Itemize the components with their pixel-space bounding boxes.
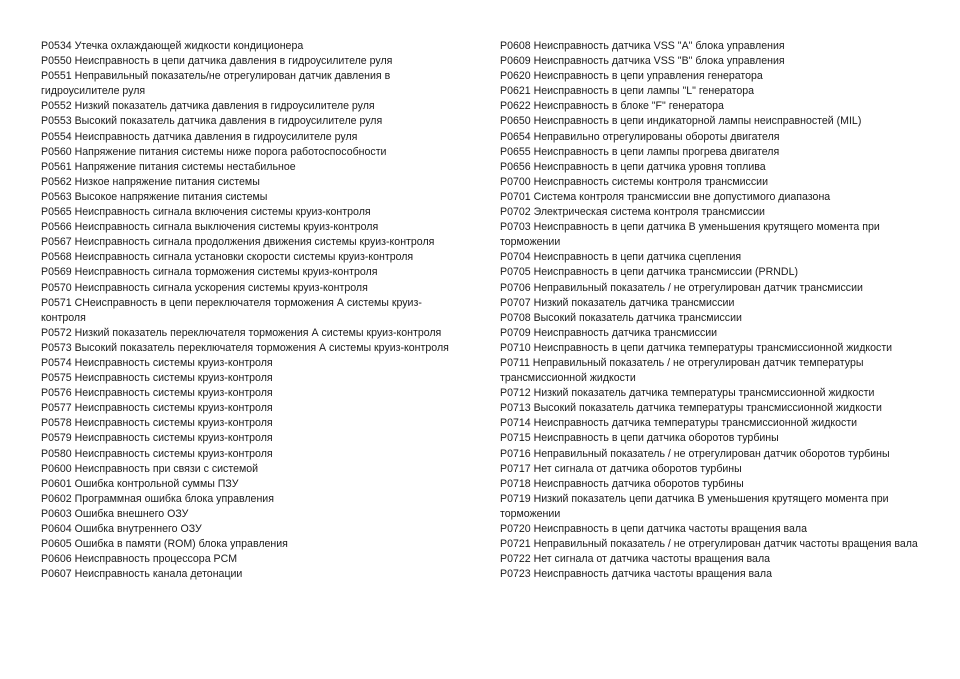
error-code-entry: P0560 Напряжение питания системы ниже порога работоспособности (41, 145, 387, 158)
error-code-entry: P0718 Неисправность датчика оборотов турбины (500, 477, 744, 490)
error-code-entry: P0580 Неисправность системы круиз-контроля (41, 447, 273, 460)
right-column (500, 39, 920, 582)
error-code-entry: P0605 Ошибка в памяти (ROM) блока управления (41, 538, 288, 551)
error-code-entry: P0575 Неисправность системы круиз-контроля (41, 372, 273, 385)
error-code-entry: P0707 Низкий показатель датчика трансмиссии (500, 296, 735, 309)
error-code-entry: P0711 Неправильный показатель / не отрегулирован датчик температуры трансмиссионной жидкости (500, 356, 864, 385)
error-code-entry: P0712 Низкий показатель датчика температуры трансмиссионной жидкости (500, 387, 875, 400)
error-code-entry: P0702 Электрическая система контроля трансмиссии (500, 206, 765, 219)
error-code-entry: P0655 Неисправность в цепи лампы прогрева двигателя (500, 145, 780, 158)
error-code-entry: P0562 Низкое напряжение питания системы (41, 175, 260, 188)
error-code-entry: P0577 Неисправность системы круиз-контроля (41, 402, 273, 415)
error-code-entry: P0620 Неисправность в цепи управления генератора (500, 70, 763, 83)
error-code-entry: P0721 Неправильный показатель / не отрегулирован датчик частоты вращения вала (500, 538, 918, 551)
error-code-entry: P0565 Неисправность сигнала включения системы круиз-контроля (41, 206, 371, 219)
error-code-entry: P0602 Программная ошибка блока управления (41, 492, 274, 505)
error-code-entry: P0716 Неправильный показатель / не отрегулирован датчик оборотов турбины (500, 447, 890, 460)
error-code-entry: P0701 Система контроля трансмиссии вне допустимого диапазона (500, 190, 831, 203)
error-code-entry: P0566 Неисправность сигнала выключения системы круиз-контроля (41, 221, 379, 234)
error-code-entry: P0573 Высокий показатель переключателя торможения А системы круиз-контроля (41, 341, 449, 354)
error-code-entry: P0719 Низкий показатель цепи датчика В уменьшения крутящего момента при торможении (500, 492, 889, 520)
error-code-entry: P0656 Неисправность в цепи датчика уровня топлива (500, 160, 766, 173)
error-code-entry: P0572 Низкий показатель переключателя торможения А системы круиз-контроля (41, 326, 442, 339)
error-code-entry: P0600 Неисправность при связи с системой (41, 462, 259, 475)
error-code-entry: P0567 Неисправность сигнала продолжения движения системы круиз-контроля (41, 236, 435, 249)
error-code-entry: P0563 Высокое напряжение питания системы (41, 190, 268, 203)
error-code-entry: P0714 Неисправность датчика температуры трансмиссионной жидкости (500, 417, 858, 430)
left-column (41, 39, 461, 582)
error-code-entry: P0709 Неисправность датчика трансмиссии (500, 326, 718, 339)
error-code-entry: P0606 Неисправность процессора PCM (41, 553, 238, 566)
error-code-entry: P0609 Неисправность датчика VSS "В" блока управления (500, 55, 785, 68)
error-code-entry: P0603 Ошибка внешнего ОЗУ (41, 507, 189, 520)
error-code-entry: P0579 Неисправность системы круиз-контроля (41, 432, 273, 445)
error-code-entry: P0621 Неисправность в цепи лампы "L" генератора (500, 85, 755, 98)
error-code-entry: P0578 Неисправность системы круиз-контроля (41, 417, 273, 430)
error-code-entry: P0550 Неисправность в цепи датчика давления в гидроусилителе руля (41, 55, 393, 68)
error-code-entry: P0553 Высокий показатель датчика давления в гидроусилителе руля (41, 115, 383, 128)
error-code-entry: P0601 Ошибка контрольной суммы ПЗУ (41, 477, 239, 490)
error-code-entry: P0720 Неисправность в цепи датчика частоты вращения вала (500, 523, 808, 535)
error-code-entry: P0534 Утечка охлаждающей жидкости кондиционера (41, 40, 304, 52)
error-code-entry: P0705 Неисправность в цепи датчика трансмиссии (PRNDL) (500, 266, 798, 279)
error-code-entry: P0552 Низкий показатель датчика давления в гидроусилителе руля (41, 100, 375, 113)
error-code-entry: P0722 Нет сигнала от датчика частоты вращения вала (500, 553, 771, 566)
error-code-entry: P0554 Неисправность датчика давления в гидроусилителе руля (41, 130, 358, 143)
error-code-entry: P0622 Неисправность в блоке "F" генератора (500, 100, 724, 113)
error-code-entry: P0607 Неисправность канала детонации (41, 568, 243, 581)
error-code-entry: P0654 Неправильно отрегулированы обороты двигателя (500, 130, 780, 143)
error-code-entry: P0570 Неисправность сигнала ускорения системы круиз-контроля (41, 281, 368, 294)
error-code-entry: P0708 Высокий показатель датчика трансмиссии (500, 311, 742, 324)
error-code-entry: P0576 Неисправность системы круиз-контроля (41, 387, 273, 400)
error-code-entry: P0706 Неправильный показатель / не отрегулирован датчик трансмиссии (500, 281, 863, 294)
error-code-entry: P0650 Неисправность в цепи индикаторной лампы неисправностей (MIL) (500, 115, 862, 128)
error-code-entry: P0604 Ошибка внутреннего ОЗУ (41, 523, 202, 535)
error-code-entry: P0551 Неправильный показатель/не отрегулирован датчик давления в гидроусилителе руля (41, 70, 391, 98)
error-code-entry: P0703 Неисправность в цепи датчика В уменьшения крутящего момента при торможении (500, 221, 880, 249)
error-code-entry: P0574 Неисправность системы круиз-контроля (41, 356, 273, 369)
error-code-entry: P0723 Неисправность датчика частоты вращения вала (500, 568, 772, 581)
error-code-entry: P0561 Напряжение питания системы нестабильное (41, 160, 296, 173)
error-code-entry: P0715 Неисправность в цепи датчика оборотов турбины (500, 432, 779, 445)
error-code-entry: P0608 Неисправность датчика VSS "А" блока управления (500, 40, 785, 52)
error-code-entry: P0569 Неисправность сигнала торможения системы круиз-контроля (41, 266, 378, 279)
error-code-entry: P0710 Неисправность в цепи датчика температуры трансмиссионной жидкости (500, 341, 893, 354)
error-code-entry: P0704 Неисправность в цепи датчика сцепления (500, 251, 742, 264)
error-code-entry: P0568 Неисправность сигнала установки скорости системы круиз-контроля (41, 251, 414, 264)
error-code-entry: P0713 Высокий показатель датчика температуры трансмиссионной жидкости (500, 402, 882, 415)
error-code-entry: P0700 Неисправность системы контроля трансмиссии (500, 175, 768, 188)
error-code-entry: P0571 СНеисправность в цепи переключателя торможения А системы круиз-контроля (41, 296, 422, 324)
error-code-entry: P0717 Нет сигнала от датчика оборотов турбины (500, 462, 742, 475)
